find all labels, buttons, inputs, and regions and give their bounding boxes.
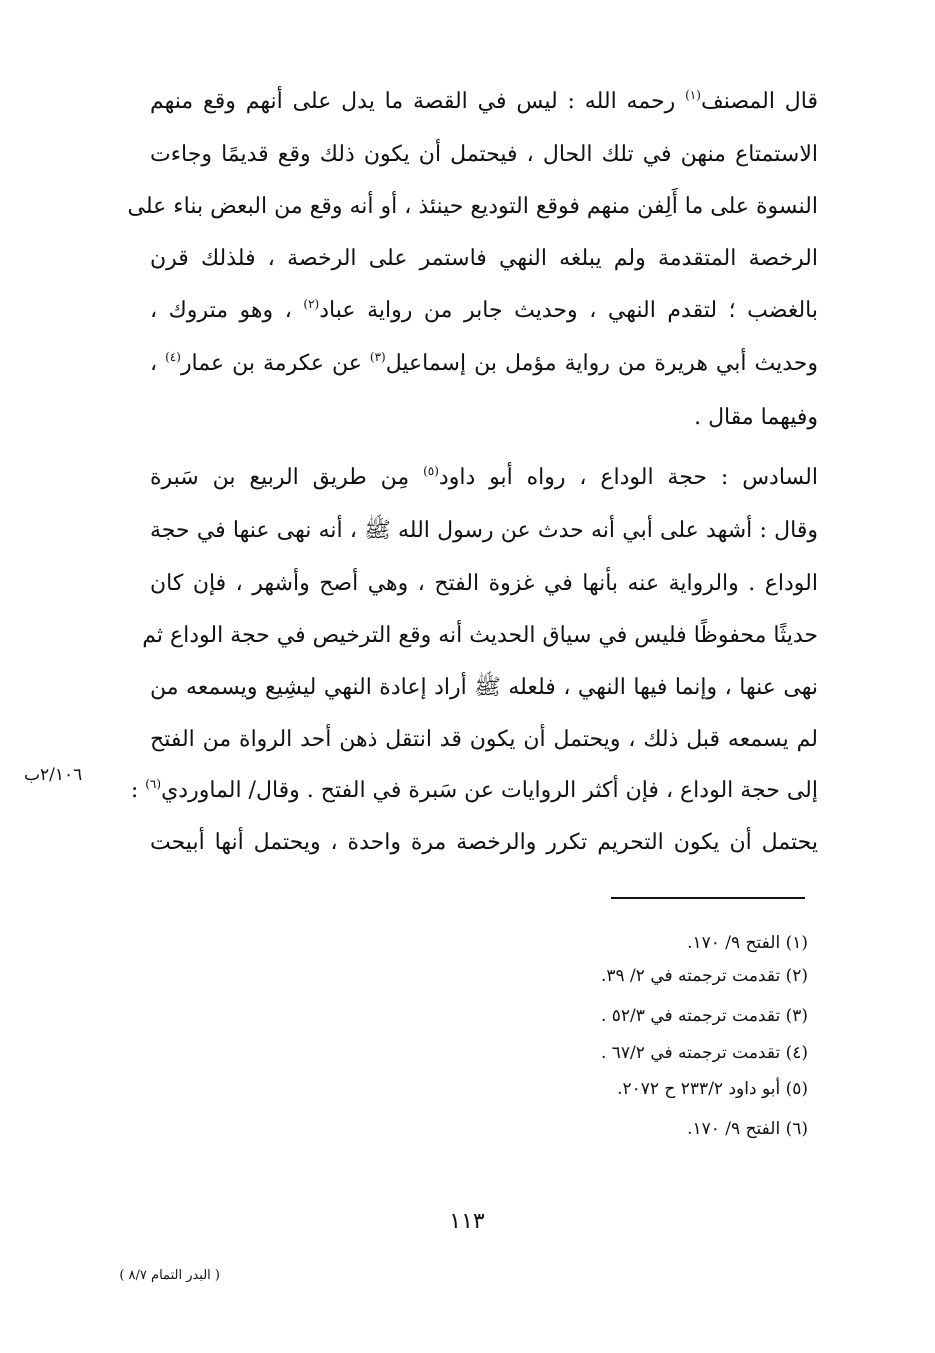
footnote-item: (٦) الفتح ٩/ ١٧٠. <box>687 1119 808 1139</box>
body-line: قال المصنف$^{(١)}$ رحمه الله : ليس في القصة ما يدل على أنهم وقع منهم <box>150 88 819 114</box>
body-line: الرخصة المتقدمة ولم يبلغه النهي فاستمر على الرخصة ، فلذلك قرن <box>150 246 818 271</box>
body-line: نهى عنها ، وإنما فيها النهي ، فلعله ﷺ أراد إعادة النهي ليشِيع ويسمعه من <box>150 675 818 700</box>
footnote-ref: (٤) <box>165 350 181 364</box>
footnote-ref: (٦) <box>145 777 162 791</box>
body-line: إلى حجة الوداع ، فإن أكثر الروايات عن سَبرة في الفتح . وقال/ الماوردي$^{(٦)}$ : <box>130 777 818 803</box>
footnote-ref: (٥) <box>423 464 439 478</box>
body-line: حديثًا محفوظًا فليس في سياق الحديث أنه وقع الترخيص في حجة الوداع ثم <box>142 623 818 648</box>
body-line: وقال : أشهد على أبي أنه حدث عن رسول الله ﷺ ، أنه نهى عنها في حجة <box>150 518 818 543</box>
body-line: الاستمتاع منهن في تلك الحال ، فيحتمل أن يكون ذلك وقع قديمًا وجاءت <box>150 142 818 167</box>
body-line: بالغضب ؛ لتقدم النهي ، وحديث جابر من رواية عباد$^{(٢)}$ ، وهو متروك ، <box>150 297 818 323</box>
footnote-ref: (٢) <box>303 297 320 311</box>
footnote-item: (٢) تقدمت ترجمته في ٢/ ٣٩. <box>600 966 808 986</box>
body-line: وحديث أبي هريرة من رواية مؤمل بن إسماعيل$^{(٣)}$ عن عكرمة بن عمار$^{(٤)}$ ، <box>150 350 819 376</box>
footnote-separator <box>611 897 805 899</box>
body-line: لم يسمعه قبل ذلك ، ويحتمل أن يكون قد انتقل ذهن أحد الرواة من الفتح <box>150 727 818 752</box>
footnote-item: (٣) تقدمت ترجمته في ٥٢/٣ . <box>600 1006 808 1026</box>
body-line: الوداع . والرواية عنه بأنها في غزوة الفتح ، وهي أصح وأشهر ، فإن كان <box>150 571 818 596</box>
footnote-item: (٥) أبو داود ٢٣٣/٢ ح ٢٠٧٢. <box>617 1079 808 1099</box>
body-line: النسوة على ما أَلِفن منهم فوقع التوديع حينئذ ، أو أنه وقع من البعض بناء على <box>127 194 818 219</box>
footnote-item: (٤) تقدمت ترجمته في ٦٧/٢ . <box>600 1043 808 1063</box>
margin-folio-note: ٢/١٠٦ب <box>24 765 83 785</box>
body-line: وفيهما مقال . <box>694 405 818 430</box>
page-number: ١١٣ <box>449 1209 485 1234</box>
footnote-ref: (١) <box>685 88 701 102</box>
body-line: السادس : حجة الوداع ، رواه أبو داود$^{(٥)}$ مِن طريق الربيع بن سَبرة <box>150 464 818 490</box>
footnote-ref: (٣) <box>369 350 386 364</box>
footnote-item: (١) الفتح ٩/ ١٧٠. <box>687 933 808 953</box>
footer-series-tag: ( البدر التمام ٨/٧ ) <box>119 1268 220 1283</box>
body-line: يحتمل أن يكون التحريم تكرر والرخصة مرة واحدة ، ويحتمل أنها أبيحت <box>150 830 818 855</box>
